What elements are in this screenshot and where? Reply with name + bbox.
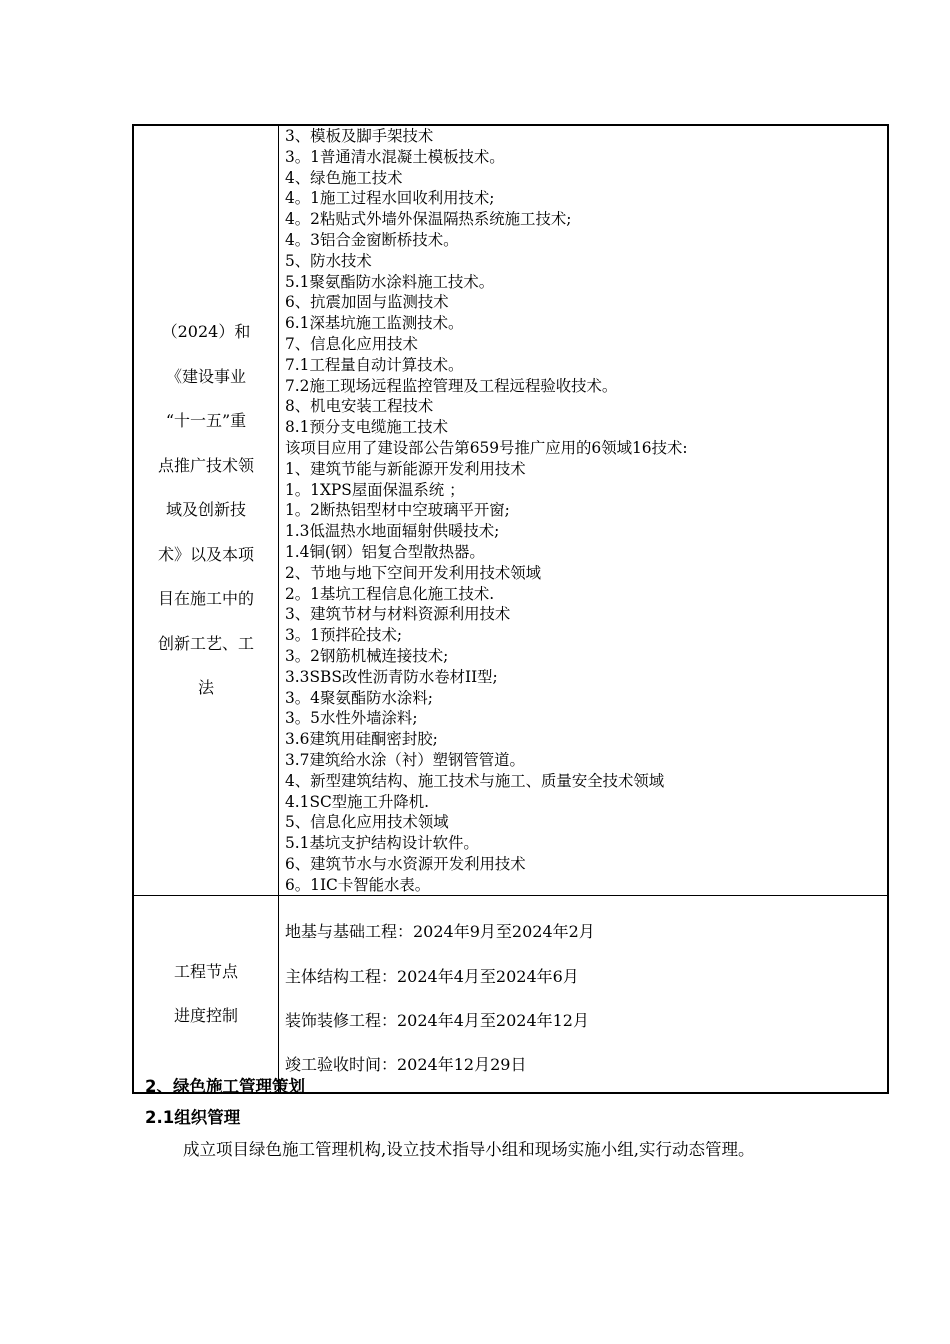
tech-item: 4、绿色施工技术 xyxy=(285,168,403,187)
schedule-item: 竣工验收时间：2024年12月29日 xyxy=(285,1055,527,1075)
tech-item: 7、信息化应用技术 xyxy=(285,334,418,353)
schedule-control-row xyxy=(133,896,888,1093)
tech-item: 1.3低温热水地面辐射供暖技术; xyxy=(285,522,500,541)
tech-item: 3。1普通清水混凝土模板技术。 xyxy=(285,147,505,166)
schedule-control-label xyxy=(133,896,279,1093)
schedule-item: 主体结构工程：2024年4月至2024年6月 xyxy=(285,966,579,986)
schedule-item: 地基与基础工程：2024年9月至2024年2月 xyxy=(285,922,595,942)
label-line: 术》以及本项 xyxy=(157,544,254,564)
tech-item: 4.1SC型施工升降机. xyxy=(285,792,430,811)
tech-item: 3、建筑节材与材料资源利用技术 xyxy=(285,605,511,624)
label-line: 创新工艺、工 xyxy=(157,633,254,653)
tech-item: 3。2钢筋机械连接技术; xyxy=(285,646,449,665)
tech-item: 4。1施工过程水回收利用技术; xyxy=(285,189,495,208)
subsection-heading: 2.1组织管理 xyxy=(145,1108,241,1127)
tech-item: 4。3铝合金窗断桥技术。 xyxy=(285,230,459,249)
label-line: 进度控制 xyxy=(173,1006,238,1026)
tech-item: 3.6建筑用硅酮密封胶; xyxy=(285,730,438,749)
tech-item: 1。2断热铝型材中空玻璃平开窗; xyxy=(285,501,510,520)
label-line: 法 xyxy=(197,678,214,698)
tech-item: 8、机电安装工程技术 xyxy=(285,397,434,416)
tech-item: 8.1预分支电缆施工技术 xyxy=(285,418,448,437)
tech-item: 5.1基坑支护结构设计软件。 xyxy=(285,834,479,853)
label-line: 点推广技术领 xyxy=(157,455,254,475)
tech-item: 5、信息化应用技术领域 xyxy=(285,813,449,832)
tech-item: 3.7建筑给水涂（衬）塑钢管管道。 xyxy=(285,750,525,769)
tech-item: 7.1工程量自动计算技术。 xyxy=(285,355,464,374)
label-line: （2024）和 xyxy=(161,322,251,342)
label-line: 域及创新技 xyxy=(165,500,246,520)
tech-item: 3。1预拌砼技术; xyxy=(285,626,403,645)
tech-item: 3.3SBS改性沥青防水卷材II型; xyxy=(285,667,498,686)
tech-item: 6、建筑节水与水资源开发利用技术 xyxy=(285,854,526,873)
label-line: 工程节点 xyxy=(173,962,238,982)
innovation-tech-row xyxy=(133,125,888,896)
tech-item: 2。1基坑工程信息化施工技术. xyxy=(285,584,495,603)
schedule-control-content xyxy=(279,896,889,1093)
tech-item: 4、新型建筑结构、施工技术与施工、质量安全技术领域 xyxy=(285,771,665,790)
tech-item: 6.1深基坑施工监测技术。 xyxy=(285,314,464,333)
innovation-tech-label xyxy=(133,125,279,896)
section-heading: 2、绿色施工管理策划 xyxy=(145,1077,305,1096)
tech-item: 3。5水性外墙涂料; xyxy=(285,709,418,728)
project-info-table xyxy=(132,124,889,1094)
tech-item: 5、防水技术 xyxy=(285,251,372,270)
tech-item: 1。1XPS屋面保温系统 ； xyxy=(285,480,465,499)
tech-item: 7.2施工现场远程监控管理及工程远程验收技术。 xyxy=(285,376,618,395)
schedule-item: 装饰装修工程：2024年4月至2024年12月 xyxy=(285,1011,589,1031)
tech-item: 3。4聚氨酯防水涂料; xyxy=(285,688,433,707)
tech-item: 该项目应用了建设部公告第659号推广应用的6领域16技术: xyxy=(285,438,688,457)
label-line: “十一五”重 xyxy=(165,411,247,431)
tech-item: 6、抗震加固与监测技术 xyxy=(285,293,449,312)
tech-item: 1、建筑节能与新能源开发利用技术 xyxy=(285,459,526,478)
label-line: 目在施工中的 xyxy=(157,589,254,609)
tech-item: 6。1IC卡智能水表。 xyxy=(285,875,431,894)
tech-item: 3、模板及脚手架技术 xyxy=(285,127,434,145)
body-paragraph: 成立项目绿色施工管理机构,设立技术指导小组和现场实施小组,实行动态管理。 xyxy=(183,1140,755,1159)
tech-item: 2、节地与地下空间开发利用技术领域 xyxy=(285,563,542,582)
innovation-tech-content xyxy=(279,125,889,896)
tech-item: 4。2粘贴式外墙外保温隔热系统施工技术; xyxy=(285,210,572,229)
tech-item: 1.4铜(钢）铝复合型散热器。 xyxy=(285,542,485,561)
label-line: 《建设事业 xyxy=(165,366,246,386)
tech-item: 5.1聚氨酯防水涂料施工技术。 xyxy=(285,272,495,291)
